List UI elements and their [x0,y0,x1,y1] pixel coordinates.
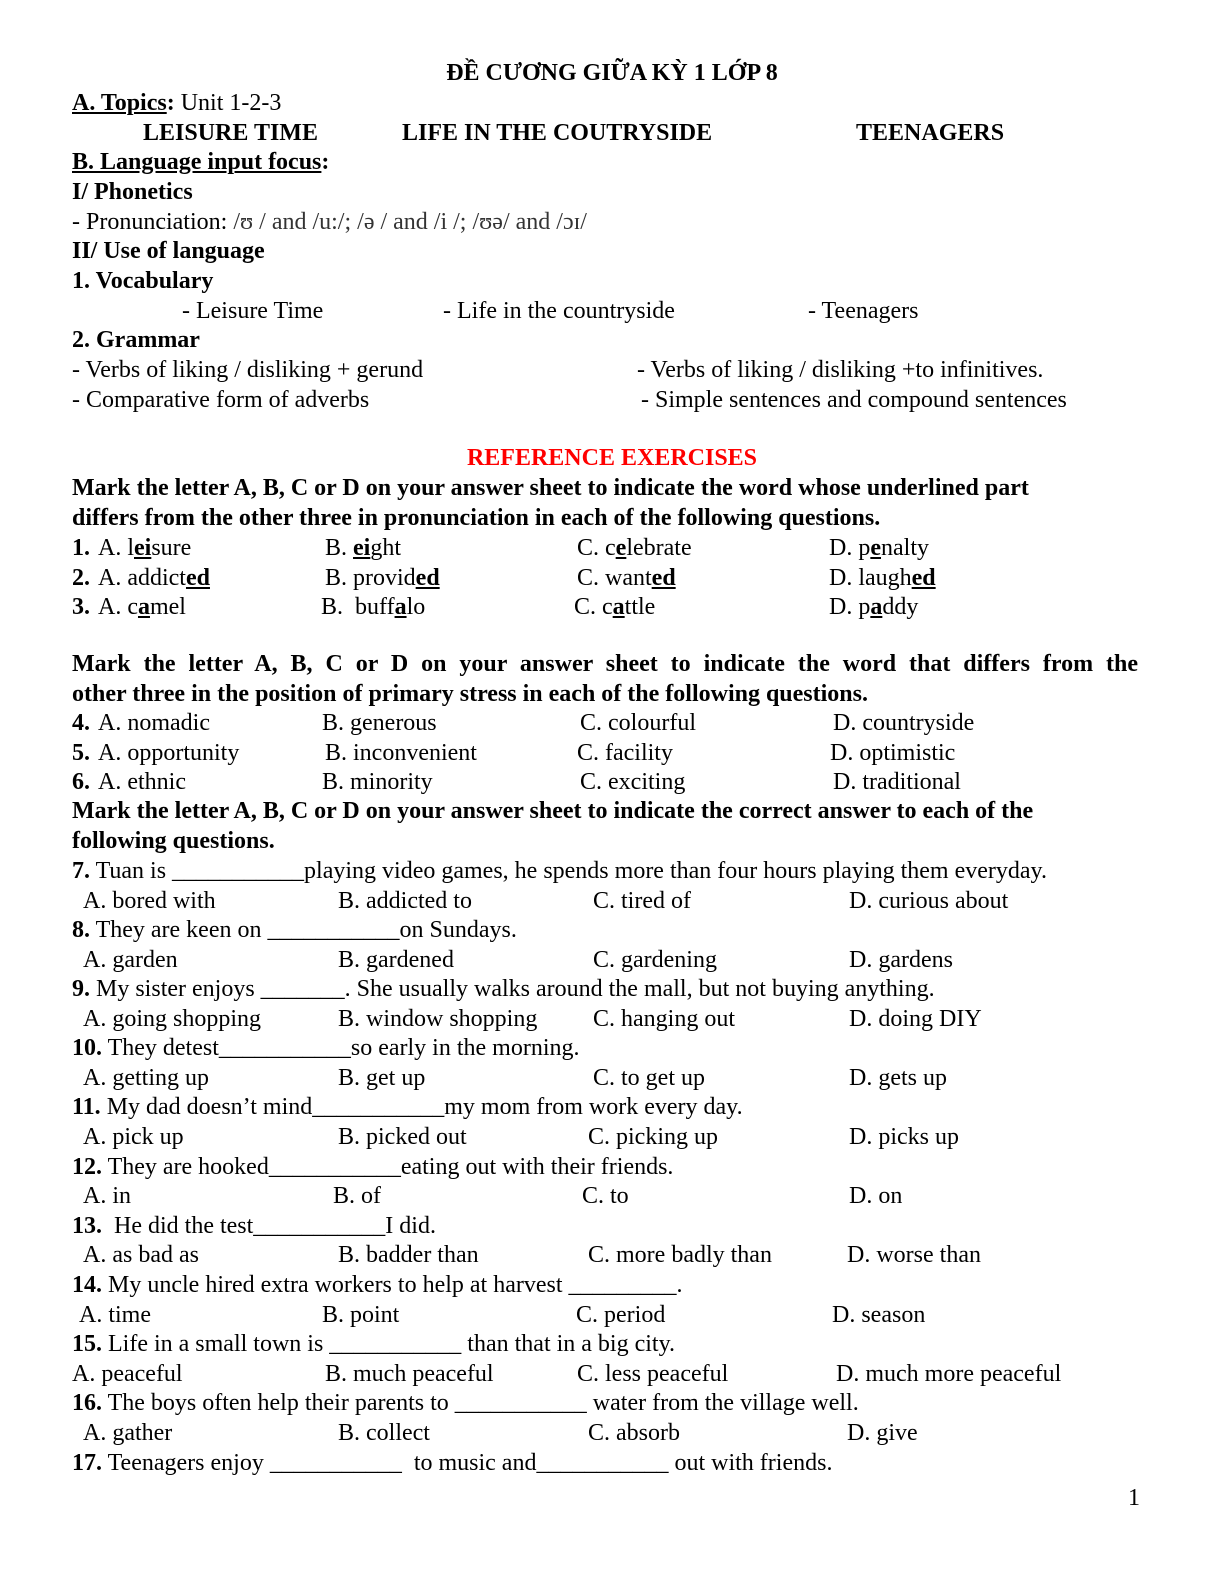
underlined-sound: ei [353,535,371,561]
question-stem: 17. Teenagers enjoy ___________ to music and___________ out with friends. [72,1450,833,1476]
option: D. on [849,1183,903,1209]
question-stem: 9. My sister enjoys _______. She usually walks around the mall, but not buying anything. [72,976,935,1002]
topics-colon: : [166,90,175,116]
option: B. gardened [338,947,454,973]
option: C. period [576,1302,666,1328]
underlined-sound: ed [185,565,210,591]
option: D. doing DIY [849,1006,982,1032]
option: C. to [582,1183,629,1209]
option: A. bored with [83,888,216,914]
option: B. badder than [338,1242,479,1268]
grammar-item-3: - Comparative form of adverbs [72,387,370,413]
option: D. give [847,1420,918,1446]
pronunciation-label: - Pronunciation: [72,209,234,235]
underlined-sound: ed [415,565,440,591]
question-number: 1. [72,535,90,561]
question-stem: 15. Life in a small town is ___________ than that in a big city. [72,1331,676,1357]
option: C. tired of [593,888,691,914]
question-number: 6. [72,769,90,795]
option: A. ethnic [98,769,186,795]
pronunciation-value: /ʊ / and /u:/; /ə / and /i /; /ʊə/ and /ɔɪ/ [233,209,587,235]
option: C. picking up [588,1124,718,1150]
option: C. wanted [577,565,676,591]
option: A. getting up [83,1065,209,1091]
option: C. more badly than [588,1242,772,1268]
phonetics-heading: I/ Phonetics [72,179,193,205]
option: B. buffalo [321,594,426,620]
option: B. get up [338,1065,426,1091]
vocabulary-heading: 1. Vocabulary [72,268,214,294]
section3-instruction-line1: Mark the letter A, B, C or D on your answer sheet to indicate the correct answer to each of the [72,798,1034,824]
option: B. window shopping [338,1006,538,1032]
underlined-sound: ed [651,565,676,591]
underlined-sound: a [870,594,883,620]
option: C. absorb [588,1420,680,1446]
option: B. collect [338,1420,430,1446]
topic-item-3: TEENAGERS [856,120,1005,146]
option: A. addicted [98,565,210,591]
option: C. hanging out [593,1006,735,1032]
reference-exercises-heading: REFERENCE EXERCISES [466,445,758,471]
underlined-sound: a [394,594,407,620]
question-stem: 8. They are keen on ___________on Sundays. [72,917,517,943]
option: C. colourful [580,710,696,736]
underlined-sound: e [870,535,881,561]
section2-instruction-line1: Mark the letter A, B, C or D on your answer sheet to indicate the word that differs from the [72,651,1138,677]
option: A. nomadic [98,710,210,736]
question-stem: 10. They detest___________so early in the morning. [72,1035,580,1061]
option: B. eight [325,535,402,561]
option: B. generous [322,710,437,736]
question-number: 5. [72,740,90,766]
option: B. of [333,1183,381,1209]
underlined-sound: e [615,535,627,561]
option: A. opportunity [98,740,240,766]
option: D. penalty [829,535,929,561]
underlined-sound: a [137,594,150,620]
option: A. as bad as [83,1242,199,1268]
underlined-sound: a [612,594,625,620]
grammar-item-1: - Verbs of liking / disliking + gerund [72,357,424,383]
section1-instruction-line2: differs from the other three in pronunciation in each of the following questions. [72,505,881,531]
language-focus-heading [72,148,329,176]
option: D. curious about [849,888,1009,914]
topics-label: A. Topics [72,90,167,116]
section2-instruction-line2: other three in the position of primary stress in each of the following questions. [72,681,868,707]
option: D. picks up [849,1124,959,1150]
option: B. addicted to [338,888,472,914]
option: D. gets up [849,1065,947,1091]
grammar-item-2: - Verbs of liking / disliking +to infinitives. [637,357,1044,383]
language-focus-colon: : [321,149,330,175]
vocab-item-3: - Teenagers [808,298,919,324]
question-stem: 7. Tuan is ___________playing video games, he spends more than four hours playing them everyday. [72,858,1047,884]
option: D. countryside [833,710,975,736]
option: D. much more peaceful [836,1361,1062,1387]
vocab-item-1: - Leisure Time [182,298,324,324]
question-stem: 11. My dad doesn’t mind___________my mom from work every day. [72,1094,743,1120]
page-title: ĐỀ CƯƠNG GIỮA KỲ 1 LỚP 8 [446,60,778,86]
option: A. time [79,1302,151,1328]
option: B. picked out [338,1124,467,1150]
topics-value: Unit 1-2-3 [174,90,282,116]
underlined-sound: ed [911,565,936,591]
question-number: 3. [72,594,90,620]
question-stem: 13. He did the test___________I did. [72,1213,436,1239]
option: A. camel [98,594,186,620]
option: D. paddy [829,594,919,620]
option: C. facility [577,740,673,766]
underlined-sound: ei [134,535,152,561]
option: A. gather [83,1420,173,1446]
question-stem: 16. The boys often help their parents to ___________ water from the village well. [72,1390,859,1416]
option: A. in [83,1183,131,1209]
option: C. less peaceful [577,1361,729,1387]
option: B. inconvenient [325,740,477,766]
question-number: 4. [72,710,90,736]
grammar-item-4: - Simple sentences and compound sentences [641,387,1067,413]
option: D. season [832,1302,926,1328]
grammar-heading: 2. Grammar [72,327,200,353]
option: B. minority [322,769,433,795]
question-number: 2. [72,565,90,591]
option: C. cattle [574,594,656,620]
option: B. much peaceful [325,1361,494,1387]
option: C. exciting [580,769,686,795]
topic-item-2: LIFE IN THE COUTRYSIDE [402,120,713,146]
option: A. peaceful [72,1361,183,1387]
option: B. provided [325,565,440,591]
topics-line [72,89,281,117]
option: A. garden [83,947,178,973]
section1-instruction-line1: Mark the letter A, B, C or D on your answer sheet to indicate the word whose underlined part [72,475,1029,501]
option: D. laughed [829,565,936,591]
option: D. traditional [833,769,961,795]
option: A. going shopping [83,1006,262,1032]
option: B. point [322,1302,400,1328]
option: D. optimistic [830,740,956,766]
option: A. pick up [83,1124,184,1150]
option: C. celebrate [577,535,692,561]
option: A. leisure [98,535,192,561]
option: C. gardening [593,947,717,973]
option: C. to get up [593,1065,705,1091]
use-of-language-heading: II/ Use of language [72,238,265,264]
section3-instruction-line2: following questions. [72,828,275,854]
option: D. worse than [847,1242,981,1268]
topic-item-1: LEISURE TIME [143,120,318,146]
option: D. gardens [849,947,953,973]
question-stem: 12. They are hooked___________eating out with their friends. [72,1154,674,1180]
page-number: 1 [1128,1485,1140,1511]
pronunciation-line [72,208,587,236]
vocab-item-2: - Life in the countryside [443,298,675,324]
question-stem: 14. My uncle hired extra workers to help at harvest _________. [72,1272,683,1298]
language-focus-label: B. Language input focus [72,149,322,175]
